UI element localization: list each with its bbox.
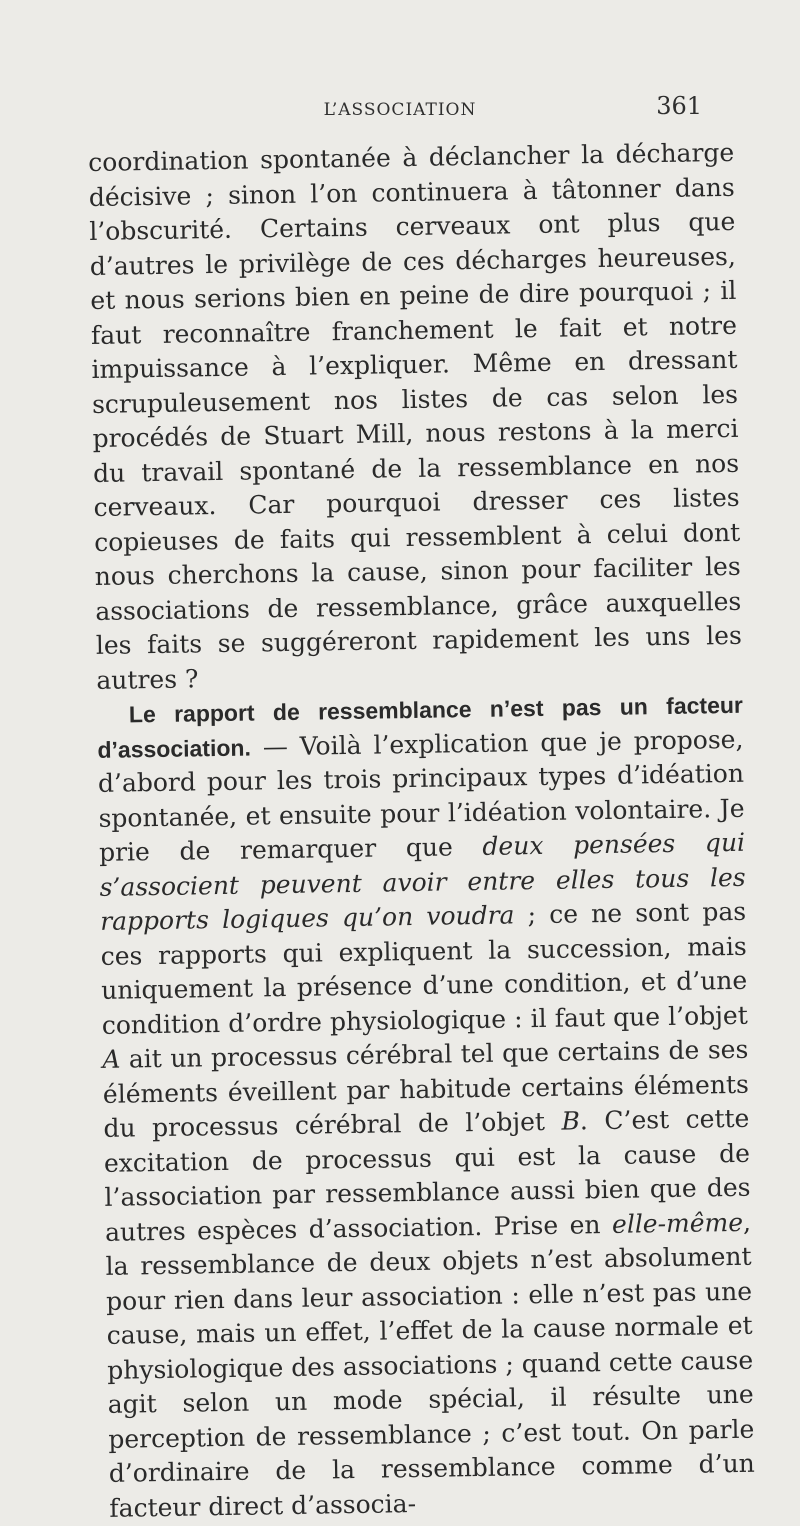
italic-phrase-2: elle-même	[611, 1207, 744, 1239]
section-heading: Le rapport de ressemblance n’est pas un facteur d’association.	[97, 691, 744, 763]
variable-a: A	[102, 1044, 121, 1074]
paragraph-2-text-1: — Voilà l’explication que je propose, d’abord pour les trois principaux types d’idéation spontanée, et ensuite pour l’idéation volontaire. Je prie de remarquer que	[97, 724, 745, 867]
body-text	[88, 136, 756, 1526]
paragraph-2	[97, 688, 756, 1526]
italic-phrase-1: deux pensées qui s’associent peuvent avoir entre elles tous les rapports logiques qu’on voudra	[99, 827, 746, 936]
variable-b: B	[561, 1106, 581, 1136]
paragraph-2-text-4: . C’est cette excitation de processus qui est la cause de l’association par ressemblance aussi bien que des autres espèces d’association. Prise en	[103, 1103, 751, 1247]
paragraph-2-text-5: , la ressemblance de deux objets n’est absolument pour rien dans leur association : elle n’est pas une cause, mais un effet, l’effet de la cause normale et physiologique des associations ; quand cette cause agit selon un mode spécial, il résulte une perception de ressemblance ; c’est tout. On parle d’ordinaire de la ressemblance comme d’un facteur direct d’associa-	[105, 1207, 755, 1523]
page-header	[0, 92, 800, 132]
paragraph-2-text-2: ; ce ne sont pas ces rapports qui expliquent la succession, mais uniquement la présence d’une condition, et d’une condition d’ordre physiologique : il faut que l’objet	[100, 896, 748, 1040]
running-title: L’ASSOCIATION	[323, 100, 477, 120]
paragraph-2-text-3: ait un processus cérébral tel que certains de ses éléments éveillent par habitude certains éléments du processus cérébral de l’objet	[102, 1034, 750, 1143]
paragraph-1: coordination spontanée à déclancher la décharge décisive ; sinon l’on continuera à tâtonner dans l’obscurité. Certains cerveaux ont plus que d’autres le privilège de ces décharges heureuses, et nous serions bien en peine de dire pourquoi ; il faut reconnaître franchement le fait et notre impuissance à l’expliquer. Même en dressant scrupuleusement nos listes de cas selon les procédés de Stuart Mill, nous restons à la merci du travail spontané de la ressemblance en nos cerveaux. Car pourquoi dresser ces listes copieuses de faits qui ressemblent à celui dont nous cherchons la cause, sinon pour faciliter les associations de ressemblance, grâce auxquelles les faits se suggéreront rapidement les uns les autres ?	[88, 137, 742, 695]
page-number: 361	[656, 92, 702, 120]
